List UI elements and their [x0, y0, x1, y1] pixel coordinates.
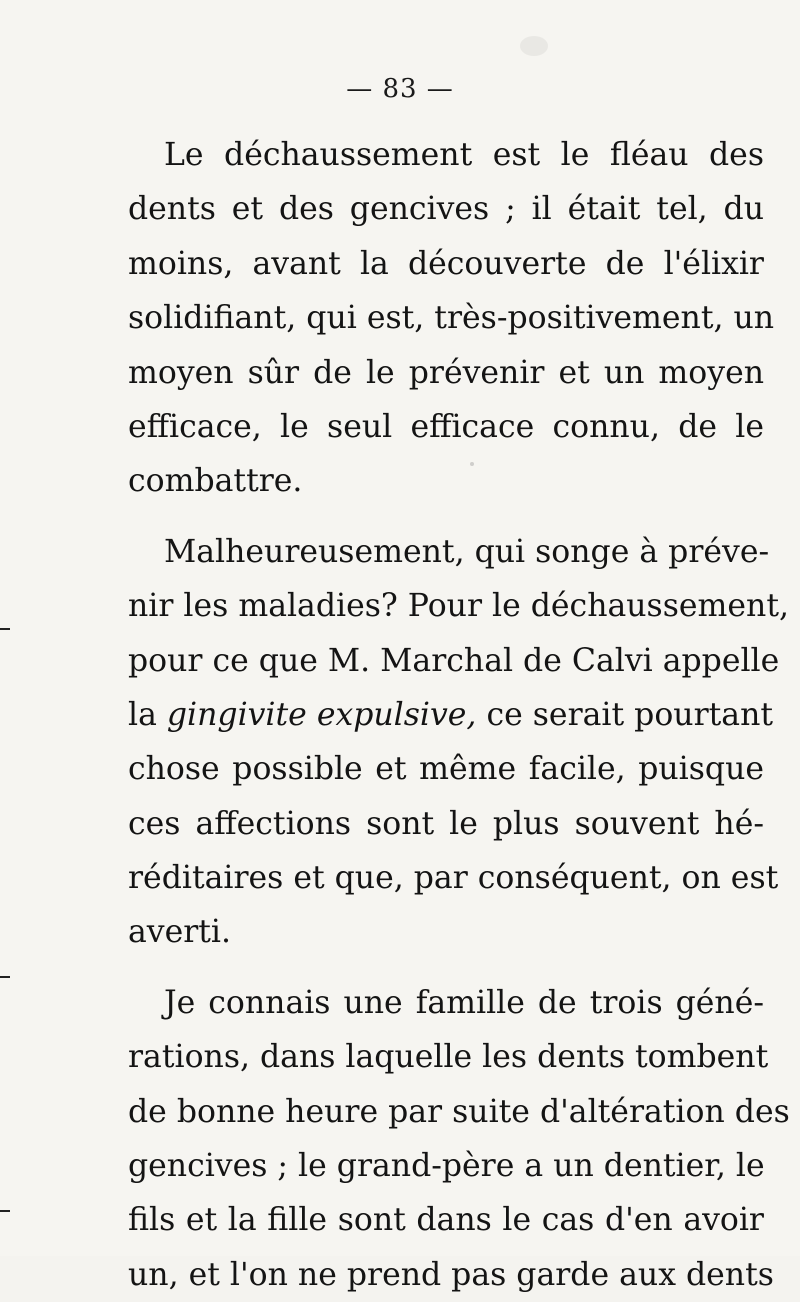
page-edge-mark — [0, 628, 10, 630]
text-line: moins, avant la découverte de l'élixir — [128, 245, 764, 282]
text-line: gencives ; le grand-père a un dentier, le — [128, 1148, 765, 1185]
text-span: ce serait pourtant — [476, 696, 774, 733]
text-line: Le déchaussement est le fléau des — [164, 137, 764, 173]
text-line: efficace, le seul efficace connu, de le — [128, 408, 764, 445]
paragraph-2 — [128, 525, 789, 960]
text-line: de bonne heure par suite d'altération des — [128, 1093, 790, 1130]
text-line: averti. — [128, 914, 232, 951]
text-line: rations, dans laquelle les dents tombent — [128, 1039, 769, 1076]
text-line: Je connais une famille de trois géné- — [164, 984, 764, 1021]
text-line: nir les maladies? Pour le déchaussement, — [128, 588, 789, 625]
text-line-with-italic — [128, 688, 774, 742]
text-line: Malheureusement, qui songe à préve- — [164, 533, 770, 570]
page-number: — 83 — — [346, 74, 454, 104]
italic-term: gingivite expulsive, — [166, 696, 477, 733]
text-line: réditaires et que, par conséquent, on est — [128, 860, 779, 897]
text-line: pour ce que M. Marchal de Calvi appelle — [128, 642, 780, 679]
text-line: dents et des gencives ; il était tel, du — [128, 191, 764, 228]
page-edge-mark — [0, 1210, 10, 1212]
text-line: ces affections sont le plus souvent hé- — [128, 805, 764, 842]
text-line: chose possible et même facile, puisque — [128, 751, 764, 788]
paragraph-3 — [128, 976, 790, 1302]
text-span: la — [128, 696, 167, 733]
text-line: solidifiant, qui est, très-positivement, un — [128, 300, 775, 337]
text-line: moyen sûr de le prévenir et un moyen — [128, 354, 764, 391]
page-edge-mark — [0, 976, 10, 978]
text-line: fils et la fille sont dans le cas d'en avoir — [128, 1202, 764, 1239]
paper-spot — [520, 36, 548, 56]
text-line: un, et l'on ne prend pas garde aux dents — [128, 1256, 774, 1293]
paragraph-1 — [128, 128, 775, 509]
text-line: combattre. — [128, 463, 303, 500]
body-text — [128, 128, 790, 1302]
